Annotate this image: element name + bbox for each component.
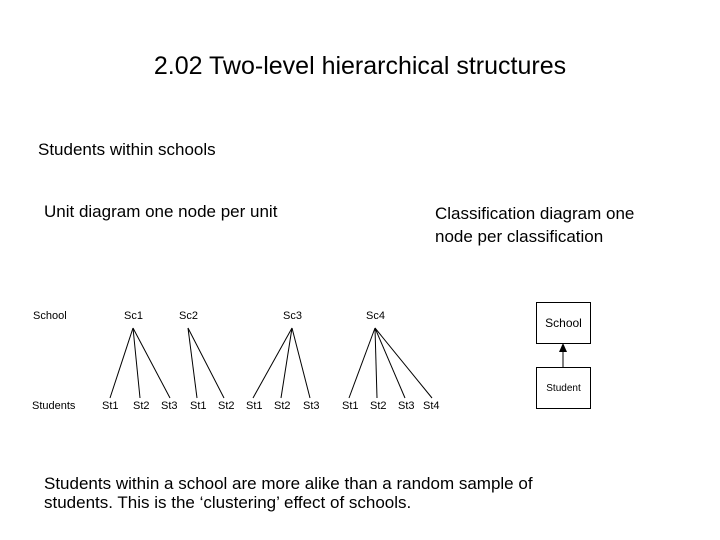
school-node-sc3: Sc3 <box>283 310 302 322</box>
student-node: St2 <box>370 400 387 412</box>
edge <box>188 328 197 398</box>
arrow-head <box>559 343 567 352</box>
student-node: St4 <box>423 400 440 412</box>
student-node: St1 <box>102 400 119 412</box>
classification-node-school <box>536 302 591 344</box>
edge <box>188 328 224 398</box>
classification-diagram-heading: Classification diagram one node per classification <box>435 204 635 246</box>
unit-diagram-heading: Unit diagram one node per unit <box>44 202 278 221</box>
edge <box>110 328 133 398</box>
school-node-sc1: Sc1 <box>124 310 143 322</box>
school-node-sc2: Sc2 <box>179 310 198 322</box>
classification-node-student <box>536 367 591 409</box>
student-node: St2 <box>274 400 291 412</box>
caption <box>44 474 533 512</box>
classification-node-label: School <box>545 316 582 330</box>
edge <box>375 328 377 398</box>
classification-node-label: Student <box>546 382 581 394</box>
school-node-sc4: Sc4 <box>366 310 385 322</box>
caption-line: Students within a school are more alike than a random sample of <box>44 474 533 493</box>
student-node: St3 <box>303 400 320 412</box>
student-node: St1 <box>342 400 359 412</box>
edge <box>292 328 310 398</box>
student-node: St3 <box>398 400 415 412</box>
caption-line: students. This is the ‘clustering’ effect of schools. <box>44 493 412 512</box>
edge <box>375 328 405 398</box>
student-node: St2 <box>218 400 235 412</box>
student-node: St1 <box>190 400 207 412</box>
level1-label: Students <box>32 400 76 412</box>
subtitle: Students within schools <box>38 140 216 159</box>
page-title: 2.02 Two-level hierarchical structures <box>153 52 567 80</box>
student-node: St3 <box>161 400 178 412</box>
level2-label: School <box>33 310 67 322</box>
student-node: St2 <box>133 400 150 412</box>
edge <box>349 328 375 398</box>
edge <box>375 328 432 398</box>
student-node: St1 <box>246 400 263 412</box>
